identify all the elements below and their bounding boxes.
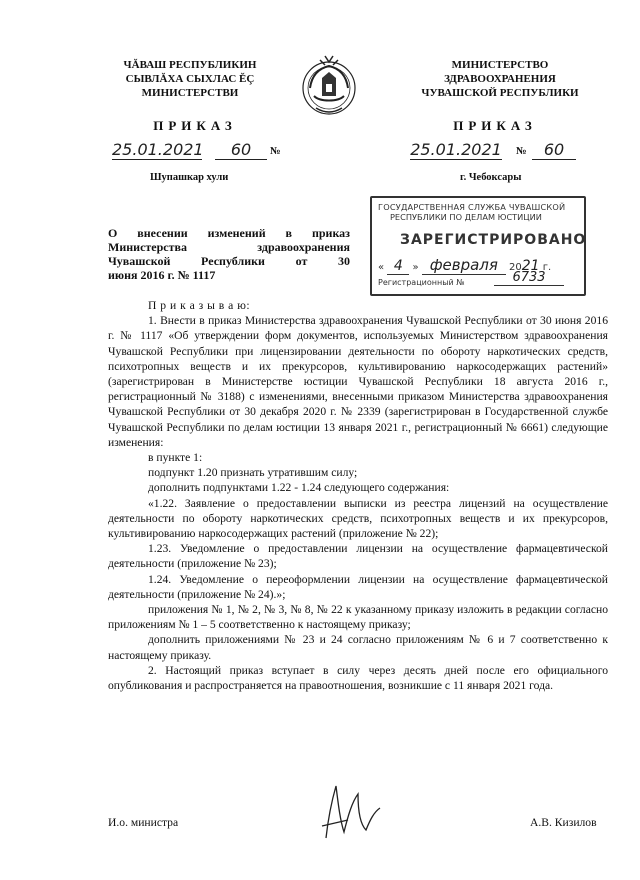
- body-paragraph-3: подпункт 1.20 признать утратившим силу;: [148, 466, 358, 480]
- title-line-1: О внесении изменений в приказ: [108, 226, 350, 240]
- stamp-year-unit: г.: [542, 262, 552, 273]
- no-sign-right: №: [516, 146, 527, 157]
- body-paragraph-6: 1.23. Уведомление о предоставлении лицензии на осуществление фармацевтической деятельности (приложение № 23);: [108, 542, 608, 571]
- title-line-3: Чувашской Республики от 30: [108, 254, 350, 268]
- header-right-block: [405, 58, 595, 100]
- stamp-reg-number: 6733: [494, 270, 564, 286]
- header-right-line-2: ЗДРАВООХРАНЕНИЯ: [444, 73, 556, 85]
- stamp-day: 4: [387, 258, 409, 275]
- header-left-line-2: СЫВЛĂХА СЫХЛАС ĔÇ: [125, 73, 255, 85]
- title-line-4: июня 2016 г. № 1117: [108, 268, 216, 282]
- body-paragraph-9: дополнить приложениями № 23 и 24 согласно приложениям № 6 и 7 соответственно к настоящему приказу.: [108, 633, 608, 662]
- body-paragraph-10: 2. Настоящий приказ вступает в силу через десять дней после его официального опубликования и распространяется на правоотношения, возникшие с 11 января 2021 года.: [108, 663, 608, 693]
- header-right-line-1: МИНИСТЕРСТВО: [451, 59, 549, 71]
- number-left: 60: [215, 140, 267, 160]
- title-line-2: Министерства здравоохранения: [108, 240, 350, 254]
- document-title: [108, 226, 350, 282]
- handwritten-signature: [318, 780, 388, 842]
- signature-left: И.о. министра: [108, 816, 179, 829]
- stamp-close-quote: »: [412, 262, 419, 273]
- stamp-line-2: РЕСПУБЛИКИ ПО ДЕЛАМ ЮСТИЦИИ: [390, 212, 542, 222]
- body-intro: П р и к а з ы в а ю:: [148, 299, 251, 312]
- body-paragraph-4: дополнить подпунктами 1.22 - 1.24 следующего содержания:: [148, 481, 450, 495]
- signature-right: А.В. Кизилов: [530, 816, 597, 829]
- prikaz-title-right: ПРИКАЗ: [453, 118, 537, 133]
- stamp-line-1: ГОСУДАРСТВЕННАЯ СЛУЖБА ЧУВАШСКОЙ: [378, 202, 566, 212]
- document-body: [108, 298, 608, 693]
- header-left-block: [100, 58, 280, 100]
- number-right: 60: [532, 140, 576, 160]
- date-right: 25.01.2021: [410, 140, 502, 159]
- stamp-registered: ЗАРЕГИСТРИРОВАНО: [400, 232, 587, 248]
- no-sign-left: №: [270, 146, 281, 157]
- date-left: 25.01.2021: [112, 140, 204, 159]
- city-left: Шупашкар хули: [150, 172, 229, 183]
- registration-stamp: [370, 196, 586, 296]
- header-left-line-3: МИНИСТЕРСТВИ: [141, 87, 239, 99]
- prikaz-title-left: ПРИКАЗ: [153, 118, 237, 133]
- body-paragraph-2: в пункте 1:: [148, 451, 203, 465]
- header-right-line-3: ЧУВАШСКОЙ РЕСПУБЛИКИ: [421, 87, 579, 99]
- body-paragraph-8: приложения № 1, № 2, № 3, № 8, № 22 к указанному приказу изложить в редакции согласно приложениям № 1 – 5 соответственно к настоящему приказу;: [108, 603, 608, 632]
- stamp-year-prefix: 20: [509, 262, 522, 273]
- stamp-month: февраля: [422, 256, 506, 275]
- stamp-year-suffix: 21: [521, 258, 540, 274]
- coat-of-arms-emblem-icon: [298, 52, 360, 120]
- stamp-reg-label: Регистрационный №: [378, 278, 465, 287]
- header-left-line-1: ЧĂВАШ РЕСПУБЛИКИН: [123, 59, 257, 71]
- city-right: г. Чебоксары: [460, 172, 522, 183]
- body-paragraph-5: «1.22. Заявление о предоставлении выписки из реестра лицензий на осуществление деятельности по обороту наркотических средств, психотропных веществ и их прекурсоров, культивированию наркосодержащих растений (приложение № 22);: [108, 496, 608, 541]
- stamp-open-quote: «: [378, 262, 385, 273]
- body-paragraph-7: 1.24. Уведомление о переоформлении лицензии на осуществление фармацевтической деятельности (приложение № 24).»;: [108, 572, 608, 601]
- body-paragraph-1: 1. Внести в приказ Министерства здравоохранения Чувашской Республики от 30 июня 2016 г. № 1117 «Об утверждении форм документов, используемых Министерством здравоохранения Чувашской Республики при лицензировании деятельности по обороту наркотических средств, психотропных веществ и их прекурсоров, культивированию наркосодержащих растений» (зарегистрирован в Министерстве юстиции Чувашской Республики 18 августа 2016 г., регистрационный № 3188) с изменениями, внесенными приказом Министерства здравоохранения Чувашской Республики от 30 декабря 2020 г. № 2339 (зарегистрирован в Государственной службе Чувашской Республики по делам юстиции 13 января 2021 г., регистрационный № 6661) следующие изменения:: [108, 314, 608, 449]
